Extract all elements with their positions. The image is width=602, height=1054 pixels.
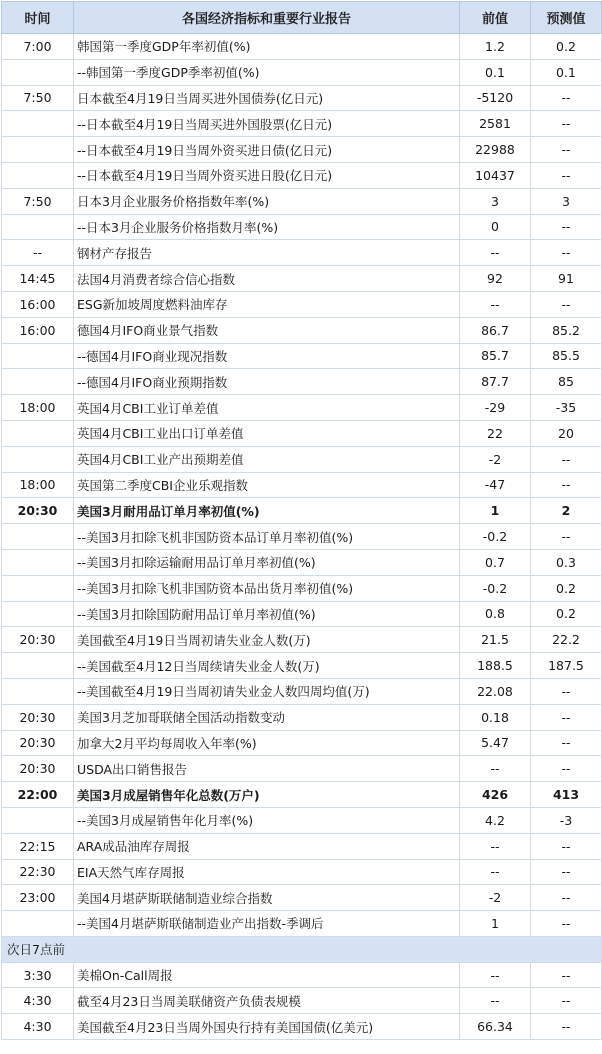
event-cell: --日本截至4月19日当周外资买进日债(亿日元): [74, 137, 460, 163]
table-row: [2, 111, 602, 137]
prev-value-cell: 0.7: [460, 549, 531, 575]
table-row: [2, 549, 602, 575]
table-row: [2, 34, 602, 60]
time-cell: [2, 807, 74, 833]
forecast-value-cell: --: [531, 446, 602, 472]
event-cell: 加拿大2月平均每周收入年率(%): [74, 730, 460, 756]
forecast-value-cell: --: [531, 291, 602, 317]
event-cell: --美国截至4月19日当周初请失业金人数四周均值(万): [74, 678, 460, 704]
prev-value-cell: --: [460, 859, 531, 885]
prev-value-cell: 4.2: [460, 807, 531, 833]
prev-value-cell: 188.5: [460, 653, 531, 679]
event-cell: --美国3月扣除运输耐用品订单月率初值(%): [74, 549, 460, 575]
event-cell: 英国4月CBI工业产出预期差值: [74, 446, 460, 472]
prev-value-cell: 0.1: [460, 59, 531, 85]
prev-value-cell: 87.7: [460, 369, 531, 395]
prev-value-cell: 0: [460, 214, 531, 240]
event-cell: 美国3月成屋销售年化总数(万户): [74, 782, 460, 808]
table-row: [2, 59, 602, 85]
table-row: [2, 756, 602, 782]
forecast-value-cell: -35: [531, 395, 602, 421]
prev-value-cell: --: [460, 291, 531, 317]
table-row: [2, 730, 602, 756]
event-cell: --日本截至4月19日当周外资买进日股(亿日元): [74, 162, 460, 188]
prev-value-cell: 0.18: [460, 704, 531, 730]
prev-value-cell: 21.5: [460, 627, 531, 653]
prev-value-cell: 2581: [460, 111, 531, 137]
prev-value-cell: 22: [460, 420, 531, 446]
table-row: [2, 524, 602, 550]
table-row: [2, 833, 602, 859]
table-row: [2, 1014, 602, 1040]
event-cell: --德国4月IFO商业现况指数: [74, 343, 460, 369]
event-cell: --日本截至4月19日当周买进外国股票(亿日元): [74, 111, 460, 137]
table-row: [2, 575, 602, 601]
time-cell: [2, 653, 74, 679]
table-row: [2, 885, 602, 911]
time-cell: [2, 549, 74, 575]
time-cell: 22:15: [2, 833, 74, 859]
time-cell: 18:00: [2, 395, 74, 421]
table-row: [2, 704, 602, 730]
forecast-value-cell: --: [531, 240, 602, 266]
forecast-value-cell: 0.2: [531, 575, 602, 601]
table-row: [2, 317, 602, 343]
event-cell: EIA天然气库存周报: [74, 859, 460, 885]
time-cell: 14:45: [2, 266, 74, 292]
time-cell: [2, 524, 74, 550]
prev-value-cell: -47: [460, 472, 531, 498]
prev-value-cell: 86.7: [460, 317, 531, 343]
table-row: [2, 369, 602, 395]
forecast-value-cell: --: [531, 911, 602, 937]
forecast-value-cell: --: [531, 111, 602, 137]
time-cell: [2, 137, 74, 163]
event-cell: 德国4月IFO商业景气指数: [74, 317, 460, 343]
event-cell: --美国3月扣除飞机非国防资本品订单月率初值(%): [74, 524, 460, 550]
prev-value-cell: --: [460, 756, 531, 782]
time-cell: [2, 369, 74, 395]
prev-value-cell: -2: [460, 446, 531, 472]
event-cell: 日本截至4月19日当周买进外国债券(亿日元): [74, 85, 460, 111]
prev-value-cell: --: [460, 833, 531, 859]
forecast-value-cell: --: [531, 988, 602, 1014]
prev-value-cell: 1: [460, 498, 531, 524]
prev-value-cell: 10437: [460, 162, 531, 188]
time-cell: [2, 420, 74, 446]
table-row: [2, 472, 602, 498]
event-cell: 法国4月消费者综合信心指数: [74, 266, 460, 292]
table-row: [2, 859, 602, 885]
prev-value-cell: 1.2: [460, 34, 531, 60]
event-cell: --德国4月IFO商业预期指数: [74, 369, 460, 395]
event-cell: 美棉On-Call周报: [74, 962, 460, 988]
event-cell: ESG新加坡周度燃料油库存: [74, 291, 460, 317]
table-row: [2, 266, 602, 292]
forecast-value-cell: --: [531, 885, 602, 911]
prev-value-cell: 3: [460, 188, 531, 214]
prev-value-cell: -2: [460, 885, 531, 911]
event-cell: --美国3月扣除飞机非国防资本品出货月率初值(%): [74, 575, 460, 601]
time-cell: [2, 343, 74, 369]
prev-value-cell: 426: [460, 782, 531, 808]
event-cell: --美国3月扣除国防耐用品订单月率初值(%): [74, 601, 460, 627]
forecast-value-cell: 22.2: [531, 627, 602, 653]
table-row: [2, 395, 602, 421]
forecast-value-cell: --: [531, 859, 602, 885]
event-cell: 钢材产存报告: [74, 240, 460, 266]
forecast-value-cell: 0.2: [531, 34, 602, 60]
forecast-value-cell: --: [531, 962, 602, 988]
forecast-value-cell: 2: [531, 498, 602, 524]
forecast-value-cell: --: [531, 472, 602, 498]
event-cell: 英国4月CBI工业出口订单差值: [74, 420, 460, 446]
section-row: [2, 936, 602, 962]
time-cell: 4:30: [2, 1014, 74, 1040]
table-row: [2, 653, 602, 679]
forecast-value-cell: 0.3: [531, 549, 602, 575]
forecast-value-cell: -3: [531, 807, 602, 833]
time-cell: [2, 911, 74, 937]
time-cell: 7:50: [2, 85, 74, 111]
header-event: 各国经济指标和重要行业报告: [74, 2, 460, 34]
table-header-row: [2, 2, 602, 34]
event-cell: 美国截至4月19日当周初请失业金人数(万): [74, 627, 460, 653]
section-label: 次日7点前: [2, 936, 602, 962]
forecast-value-cell: 187.5: [531, 653, 602, 679]
forecast-value-cell: 85.2: [531, 317, 602, 343]
forecast-value-cell: 85.5: [531, 343, 602, 369]
time-cell: 16:00: [2, 291, 74, 317]
table-row: [2, 240, 602, 266]
prev-value-cell: 0.8: [460, 601, 531, 627]
prev-value-cell: -0.2: [460, 575, 531, 601]
forecast-value-cell: --: [531, 524, 602, 550]
time-cell: [2, 111, 74, 137]
time-cell: 20:30: [2, 704, 74, 730]
prev-value-cell: 66.34: [460, 1014, 531, 1040]
economic-calendar-table: [1, 1, 602, 1040]
table-row: [2, 291, 602, 317]
forecast-value-cell: 20: [531, 420, 602, 446]
forecast-value-cell: --: [531, 704, 602, 730]
time-cell: [2, 59, 74, 85]
event-cell: 日本3月企业服务价格指数年率(%): [74, 188, 460, 214]
time-cell: 20:30: [2, 756, 74, 782]
event-cell: USDA出口销售报告: [74, 756, 460, 782]
table-row: [2, 498, 602, 524]
event-cell: --日本3月企业服务价格指数月率(%): [74, 214, 460, 240]
event-cell: 美国3月耐用品订单月率初值(%): [74, 498, 460, 524]
time-cell: 22:00: [2, 782, 74, 808]
forecast-value-cell: 3: [531, 188, 602, 214]
prev-value-cell: --: [460, 962, 531, 988]
prev-value-cell: -5120: [460, 85, 531, 111]
time-cell: --: [2, 240, 74, 266]
table-row: [2, 627, 602, 653]
prev-value-cell: 22988: [460, 137, 531, 163]
time-cell: [2, 678, 74, 704]
prev-value-cell: 1: [460, 911, 531, 937]
forecast-value-cell: 0.2: [531, 601, 602, 627]
time-cell: 20:30: [2, 627, 74, 653]
time-cell: 7:00: [2, 34, 74, 60]
time-cell: [2, 446, 74, 472]
prev-value-cell: 85.7: [460, 343, 531, 369]
time-cell: 16:00: [2, 317, 74, 343]
time-cell: [2, 601, 74, 627]
prev-value-cell: 92: [460, 266, 531, 292]
table-row: [2, 678, 602, 704]
event-cell: --美国4月堪萨斯联储制造业产出指数-季调后: [74, 911, 460, 937]
prev-value-cell: --: [460, 988, 531, 1014]
table-row: [2, 188, 602, 214]
time-cell: 4:30: [2, 988, 74, 1014]
forecast-value-cell: 85: [531, 369, 602, 395]
event-cell: 截至4月23日当周美联储资产负债表规模: [74, 988, 460, 1014]
prev-value-cell: --: [460, 240, 531, 266]
header-prev: 前值: [460, 2, 531, 34]
table-row: [2, 343, 602, 369]
event-cell: --美国截至4月12日当周续请失业金人数(万): [74, 653, 460, 679]
table-body: [2, 34, 602, 1040]
table-row: [2, 988, 602, 1014]
table-row: [2, 162, 602, 188]
event-cell: 美国截至4月23日当周外国央行持有美国国债(亿美元): [74, 1014, 460, 1040]
table-row: [2, 214, 602, 240]
prev-value-cell: 5.47: [460, 730, 531, 756]
time-cell: 18:00: [2, 472, 74, 498]
table-row: [2, 601, 602, 627]
event-cell: 英国第二季度CBI企业乐观指数: [74, 472, 460, 498]
forecast-value-cell: 91: [531, 266, 602, 292]
forecast-value-cell: --: [531, 756, 602, 782]
event-cell: ARA成品油库存周报: [74, 833, 460, 859]
prev-value-cell: -29: [460, 395, 531, 421]
time-cell: 23:00: [2, 885, 74, 911]
forecast-value-cell: --: [531, 833, 602, 859]
time-cell: [2, 575, 74, 601]
prev-value-cell: -0.2: [460, 524, 531, 550]
table-row: [2, 446, 602, 472]
time-cell: 20:30: [2, 498, 74, 524]
time-cell: 20:30: [2, 730, 74, 756]
event-cell: 美国4月堪萨斯联储制造业综合指数: [74, 885, 460, 911]
time-cell: 7:50: [2, 188, 74, 214]
table-row: [2, 420, 602, 446]
forecast-value-cell: --: [531, 85, 602, 111]
event-cell: --美国3月成屋销售年化月率(%): [74, 807, 460, 833]
prev-value-cell: 22.08: [460, 678, 531, 704]
forecast-value-cell: --: [531, 1014, 602, 1040]
time-cell: 3:30: [2, 962, 74, 988]
forecast-value-cell: --: [531, 678, 602, 704]
time-cell: [2, 162, 74, 188]
event-cell: 韩国第一季度GDP年率初值(%): [74, 34, 460, 60]
header-time: 时间: [2, 2, 74, 34]
header-forecast: 预测值: [531, 2, 602, 34]
table-row: [2, 85, 602, 111]
forecast-value-cell: --: [531, 162, 602, 188]
table-row: [2, 807, 602, 833]
forecast-value-cell: --: [531, 137, 602, 163]
time-cell: [2, 214, 74, 240]
event-cell: 美国3月芝加哥联储全国活动指数变动: [74, 704, 460, 730]
event-cell: 英国4月CBI工业订单差值: [74, 395, 460, 421]
event-cell: --韩国第一季度GDP季率初值(%): [74, 59, 460, 85]
table-row: [2, 782, 602, 808]
forecast-value-cell: 413: [531, 782, 602, 808]
forecast-value-cell: 0.1: [531, 59, 602, 85]
time-cell: 22:30: [2, 859, 74, 885]
forecast-value-cell: --: [531, 214, 602, 240]
table-row: [2, 911, 602, 937]
table-row: [2, 962, 602, 988]
table-row: [2, 137, 602, 163]
forecast-value-cell: --: [531, 730, 602, 756]
